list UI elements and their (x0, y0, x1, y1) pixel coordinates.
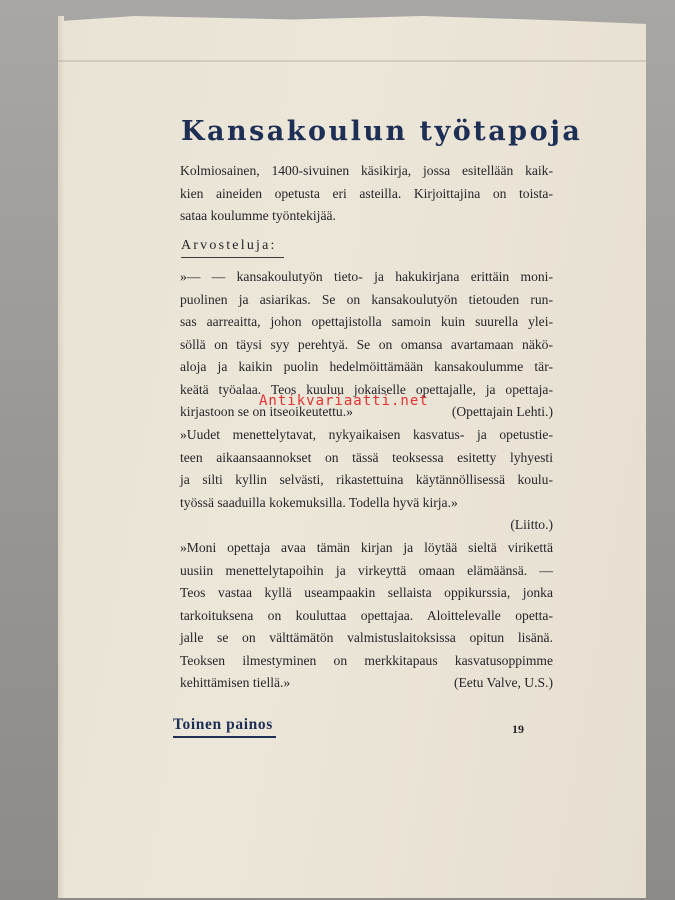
page-number: 19 (512, 722, 524, 736)
jacket-spine-edge (58, 16, 64, 898)
review-line: »Moni opettaja avaa tämän kirjan ja löytää sieltä virikettä (180, 540, 553, 555)
review-3 (180, 537, 553, 695)
review-source: (Eetu Valve, U.S.) (453, 675, 553, 690)
review-line: työssä saaduilla kokemuksilla. Todella hyvä kirja.» (180, 494, 458, 510)
review-line: söllä on täysi syy perehtyä. Se on omansa avartamaan näkö- (180, 336, 553, 352)
intro-line: kien aineiden opetusta eri asteilla. Kirjoittajina on toista- (180, 185, 553, 201)
review-line: Teos vastaa kyllä useampaakin sellaista oppikurssia, jonka (180, 585, 553, 600)
review-line: uusiin menettelytapoihin ja virkeyttä omaan elämäänsä. — (180, 562, 553, 578)
intro-line: Kolmiosainen, 1400-sivuinen käsikirja, jossa esitellään kaik- (180, 163, 553, 178)
review-line: kehittämisen tiellä.» (180, 675, 291, 690)
review-line: »— — kansakoulutyön tieto- ja hakukirjana erittäin moni- (180, 269, 553, 284)
review-line: tarkoituksena on kouluttaa opettajaa. Aloittelevalle opetta- (180, 607, 553, 623)
review-line: sas aarreaitta, johon opettajistolla samoin kuin suurella ylei- (180, 314, 553, 329)
jacket-fold-crease (58, 60, 646, 62)
review-last-row (180, 672, 553, 695)
review-line: ja silti kyllin selvästi, rikastettuina käytännöllisessä koulu- (180, 472, 553, 487)
review-source: (Opettajain Lehti.) (451, 404, 553, 419)
review-line: kirjastoon se on itseoikeutettu.» (180, 404, 353, 419)
review-line: »Uudet menettelytavat, nykyaikaisen kasvatus- ja opetustie- (180, 427, 553, 442)
edition-underline (173, 736, 276, 738)
review-line: teen aikaansaannokset on tässä teoksessa esitetty lyhyesti (180, 449, 553, 465)
review-source: (Liitto.) (510, 517, 553, 532)
review-line: puolinen ja asiarikas. Se on kansakoulutyön tietouden run- (180, 291, 553, 307)
review-line: keätä työalaa. Teos kuuluu jokaiselle opettajalle, ja opettaja- (180, 381, 553, 397)
intro-line: sataa koulumme työntekijää. (180, 208, 336, 223)
review-line: Teoksen ilmestyminen on merkkitapaus kasvatusoppimme (180, 652, 553, 668)
reviews-heading-underline (181, 257, 284, 258)
reviews-heading: Arvosteluja: (181, 238, 277, 253)
watermark-text: Antikvariaatti.net (259, 393, 429, 409)
review-line: jalle se on välttämätön valmistuslaitoksissa opitun lisänä. (180, 630, 553, 645)
review-2 (180, 424, 553, 537)
book-title: Kansakoulun työtapoja (181, 116, 583, 147)
review-line: aloja ja kaikin puolin hedelmöittämään kansakoulumme tär- (180, 359, 553, 374)
intro-paragraph (180, 160, 553, 228)
edition-label: Toinen painos (173, 716, 273, 733)
